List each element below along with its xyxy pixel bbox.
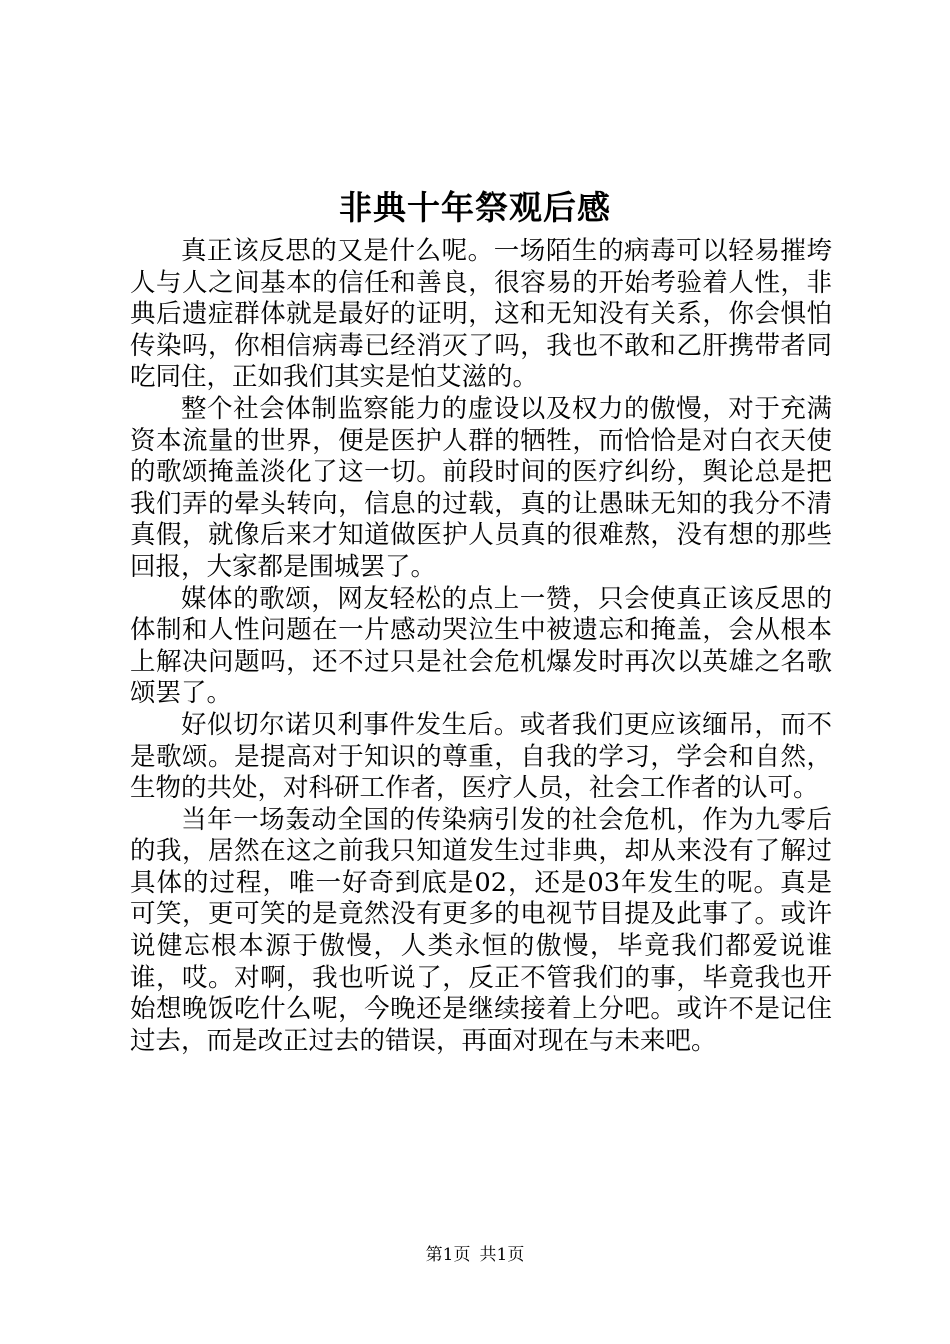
page-footer <box>0 1244 950 1266</box>
paragraph-3: 媒体的歌颂，网友轻松的点上一赞，只会使真正该反思的体制和人性问题在一片感动哭泣生中被遗忘和掩盖，会从根本上解决问题吗，还不过只是社会危机爆发时再次以英雄之名歌颂罢了。 <box>130 583 832 709</box>
paragraph-2: 整个社会体制监察能力的虚设以及权力的傲慢，对于充满资本流量的世界，便是医护人群的牺牲，而恰恰是对白衣天使的歌颂掩盖淡化了这一切。前段时间的医疗纠纷，舆论总是把我们弄的晕头转向，信息的过载，真的让愚昧无知的我分不清真假，就像后来才知道做医护人员真的很难熬，没有想的那些回报，大家都是围城罢了。 <box>130 393 832 582</box>
document-body <box>130 236 832 1057</box>
page-number: 第1页 <box>425 1245 471 1265</box>
paragraph-4: 好似切尔诺贝利事件发生后。或者我们更应该缅吊，而不是歌颂。是提高对于知识的尊重，自我的学习，学会和自然，生物的共处，对科研工作者，医疗人员，社会工作者的认可。 <box>130 709 832 804</box>
paragraph-5: 当年一场轰动全国的传染病引发的社会危机，作为九零后的我，居然在这之前我只知道发生过非典，却从来没有了解过具体的过程，唯一好奇到底是02，还是03年发生的呢。真是可笑，更可笑的是竟然没有更多的电视节目提及此事了。或许说健忘根本源于傲慢，人类永恒的傲慢，毕竟我们都爱说谁谁，哎。对啊，我也听说了，反正不管我们的事，毕竟我也开始想晚饭吃什么呢，今晚还是继续接着上分吧。或许不是记住过去，而是改正过去的错误，再面对现在与未来吧。 <box>130 804 832 1056</box>
document-title: 非典十年祭观后感 <box>339 188 611 227</box>
paragraph-1: 真正该反思的又是什么呢。一场陌生的病毒可以轻易摧垮人与人之间基本的信任和善良，很容易的开始考验着人性，非典后遗症群体就是最好的证明，这和无知没有关系，你会惧怕传染吗，你相信病毒已经消灭了吗，我也不敢和乙肝携带者同吃同住，正如我们其实是怕艾滋的。 <box>130 236 832 393</box>
page-total: 共1页 <box>479 1245 525 1265</box>
